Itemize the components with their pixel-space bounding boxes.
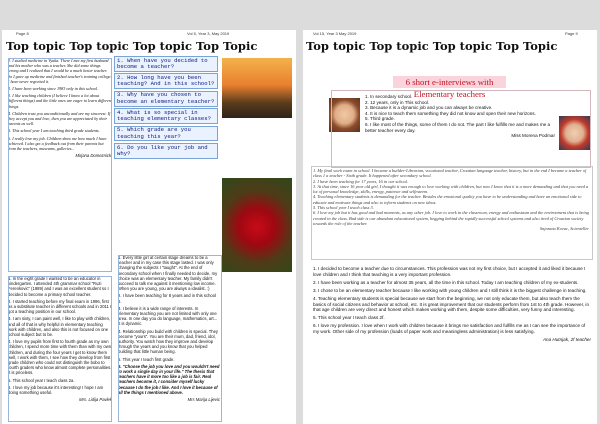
answer-1: 1. In the eight grade I wanted to be an educator in kindergarten. I attended 4th grammar school "Ruzi Ferenkovic" (1989) and I was an excellent student so I decided to become a primary school teacher.	[8, 276, 109, 297]
right-page-header	[303, 30, 597, 36]
answer-1: 1. I studied medicine in Vyaka. There I met my first husband and his mother who was a teacher. She did some things wrong and I realized that I would be a much better teacher. So I gave up medicine and finished teacher's training college. I have never regretted it.	[8, 58, 112, 84]
answer-6: 6. "Choose the job you love and you wouldn't need to work a single day in your life." The thesis that teachers have it more too like a job is fair. Real teachers become it, I consider myself lucky because I do the job I like. And I love it because of all the things I mentioned above.	[118, 363, 220, 395]
question-4: 4. What is so special in teaching elementary classes?	[114, 108, 218, 124]
signature: Ana Hutnjak, 2f teacher	[542, 337, 591, 343]
teacher-photo-1	[329, 98, 360, 132]
answer-6: 6. I like most of the things, some of them I do not. The part I like fulfills me and makes me a better teacher every day.	[365, 121, 551, 133]
issue-info: Vol 15, Year 3 May 2019	[313, 31, 357, 36]
signature: Snjezana Kovac, Scienteller	[539, 226, 589, 232]
sunset-photo	[222, 58, 292, 118]
answer-1: 1. Every little girl at certain stage dreams to be a teacher and in my case this stage lasted. I was only changing the subjects I "taught". At the end of secondary school when I finally needed to decide, my choice was an elementary teacher. My family didn't succeed to talk me against it mentioning low income. When you are young, you are always a idealist. :)	[118, 255, 218, 292]
interview-answers	[8, 58, 112, 151]
answer-1: 1. My final work exam in school. I became a builder-Librarian, vocational teacher, Croatian language teacher, history, but in the end I became a teacher of class 1 a teacher - Sixth grade. It happened after secondary school.	[313, 168, 587, 179]
issue-info: Vol 5, Year 3, May 2019	[187, 31, 230, 36]
answer-4: 4. Children trust you unconditionally and are my sincerest. If they accept you and love, then you are appreciated by their parents as well.	[8, 110, 111, 127]
page-title: Top topic Top topic Top topic Top Topic	[306, 39, 558, 53]
question-6: 6. Do you like your job and why?	[114, 143, 218, 159]
answer-3: 3. At that time, since 16 year old girl, I thought it was enough to love working with children, but now I know that it is a more demanding and that you need a lot of personal knowledge, skills, energy, patience and selfesteem.	[313, 183, 589, 195]
answer-3: 3. I chose to be an elementary teacher because I like working with young children and I still think it is the biggest challenge in teaching.	[313, 287, 587, 293]
question-5: 5. Which grade are you teaching this year?	[114, 126, 218, 142]
answer-5: 5. This year I teach first grade.	[118, 356, 175, 362]
answer-2: 2. I have been working as a teacher for almost 35 years, all the time in this school. Today I am teaching children of my ex-students.	[313, 279, 579, 285]
question-3: 3. Why have you chosen to become an elementary teacher?	[114, 91, 218, 107]
answer-3: 3. I am sixty, I can paint well, I like to play with children, and all of that is why helpful in elementary teaching work with children, and also this is not focused on one school subject but to be.	[8, 316, 111, 338]
answer-1: 1. In secondary school.	[365, 94, 413, 99]
answer-5: 5. Third grade.	[365, 116, 395, 122]
answer-6: 6. I love my job but it has good and bad moments, as any other job. I love to work in the classroom, energy and enthusiasm and the environment that is being created in the class. Bad side is our abundant educational system, begging behind the rapidly successful school systems and also tired of Croatian society towards the role of the teacher.	[313, 210, 589, 226]
answer-5: 5. This school year I am teaching third grade students.	[8, 128, 100, 134]
interview-box-5	[313, 168, 589, 260]
interview-banner: 6 short e-interviews with Elementary teachers	[393, 76, 506, 88]
answer-6: 6. I love my job because it's interesting! I hope I am doing something useful.	[8, 384, 104, 396]
answer-2: 2. I started teaching before my final exam in 1996, first as a substitute teacher in different schools and in 2011 I got a teaching position in our school.	[8, 298, 112, 315]
page-number: Page 9	[565, 31, 578, 36]
answer-5: 5. This school year I teach class 2f.	[313, 315, 385, 321]
page-number: Page 8	[16, 31, 29, 36]
answer-6: 6. I really love my job. Children show me how much I have achieved. I also get a feedback out from their parents but from the teachers, museums, galleries...	[8, 135, 107, 152]
answer-5: 5. This school year I teach class 2a.	[8, 377, 75, 383]
question-2: 2. How long have you been teaching? And in this school?	[114, 73, 218, 89]
answer-3: 3. I believe it is a wide range of interests. In elementary teaching you are not limited with only one area. In one day you do language, mathematics, art... It is dynamic.	[118, 305, 218, 327]
answer-4: 4. I love my pupils from first to fourth grade as my own children, I spend more time with them than with my own children, and during the four years I get to know them well, I work with them, I see how they develop from first grade children who could not distinguish the bobo to fourth graders who know almost complete personalities. It is priceless.	[8, 339, 112, 376]
interview-box-1	[8, 58, 112, 272]
teacher-photo-2	[559, 116, 590, 150]
right-page	[303, 30, 597, 424]
interview-box-6	[313, 266, 591, 422]
answer-3: 3. I like teaching children (I believe I know a lot about different things) and the little ones are eager to learn different things.	[8, 93, 112, 109]
answer-2: 2. I have been teaching for 8 years and in this school 6.	[118, 293, 217, 304]
interview-box-3	[118, 255, 220, 421]
answer-1: 1. I decided to become a teacher due to circumstances. This profession was not my first choice, but I accepted it and liked it because I love children and I think that teaching is a very important profession.	[313, 266, 586, 277]
answer-4: 4. Relationship you build with children is special. They become "yours". You are their mum, dad, friend, idol, authority. You watch how they improve and develop through the years and you know that you helped building that little human being.	[118, 328, 219, 355]
signature: Mrs. Lidija Pavlek	[79, 397, 112, 403]
signature: Miss Morena Podmar	[511, 133, 555, 139]
answer-6: 6. I love my profession. I love when I work with children because it brings me satisfaction and fulfills me as I can see the importance of my work. Other side of my profession (loads of paper work and meaningless administration) is less satisfying.	[313, 323, 586, 335]
answer-2: 2. I have been working since 1983 only in this school.	[8, 86, 99, 92]
answer-2: 2. 12 years, only in This school.	[365, 99, 430, 105]
answer-4: 4. Teaching elementary students is special because we start from the beginning, we not only educate them, but also teach them the basics of social citizens and behavior at school, etc. It is great improvement that our students perform from 1st to 4th grade. However, in that age children are very direct and honest which makes working with them, despite some difficulties, very funny and interesting.	[313, 295, 590, 313]
answer-4: 4. It is nice to teach them something they did not know and open their new horizons.	[365, 110, 536, 116]
questions-list	[114, 56, 218, 160]
page-title: Top topic Top topic Top topic Top Topic	[6, 39, 258, 53]
left-page	[2, 30, 296, 424]
rose-photo	[222, 178, 292, 272]
answer-3: 3. Because it is a dynamic job and you can always be creative.	[365, 105, 493, 111]
signature: Mirjana Domeznicki	[75, 153, 112, 159]
answer-2: 2. I have been teaching for 17 years, 16 in our school.	[313, 178, 409, 184]
answer-5: 5. This school year I teach class 3.	[313, 205, 374, 211]
question-1: 1. When have you decided to become a teacher?	[114, 56, 218, 72]
left-page-header	[2, 30, 296, 36]
answer-4: 4. Teaching elementary students is demanding for the teacher. Besides the emotional quality you have to be understanding and have an emotional side to educate and motivate things and also to inform students on new ideas.	[313, 194, 582, 205]
interview-box-2	[8, 276, 112, 424]
signature: Mrs Marija Lijevic	[187, 397, 220, 403]
interview-box-4	[365, 94, 555, 164]
